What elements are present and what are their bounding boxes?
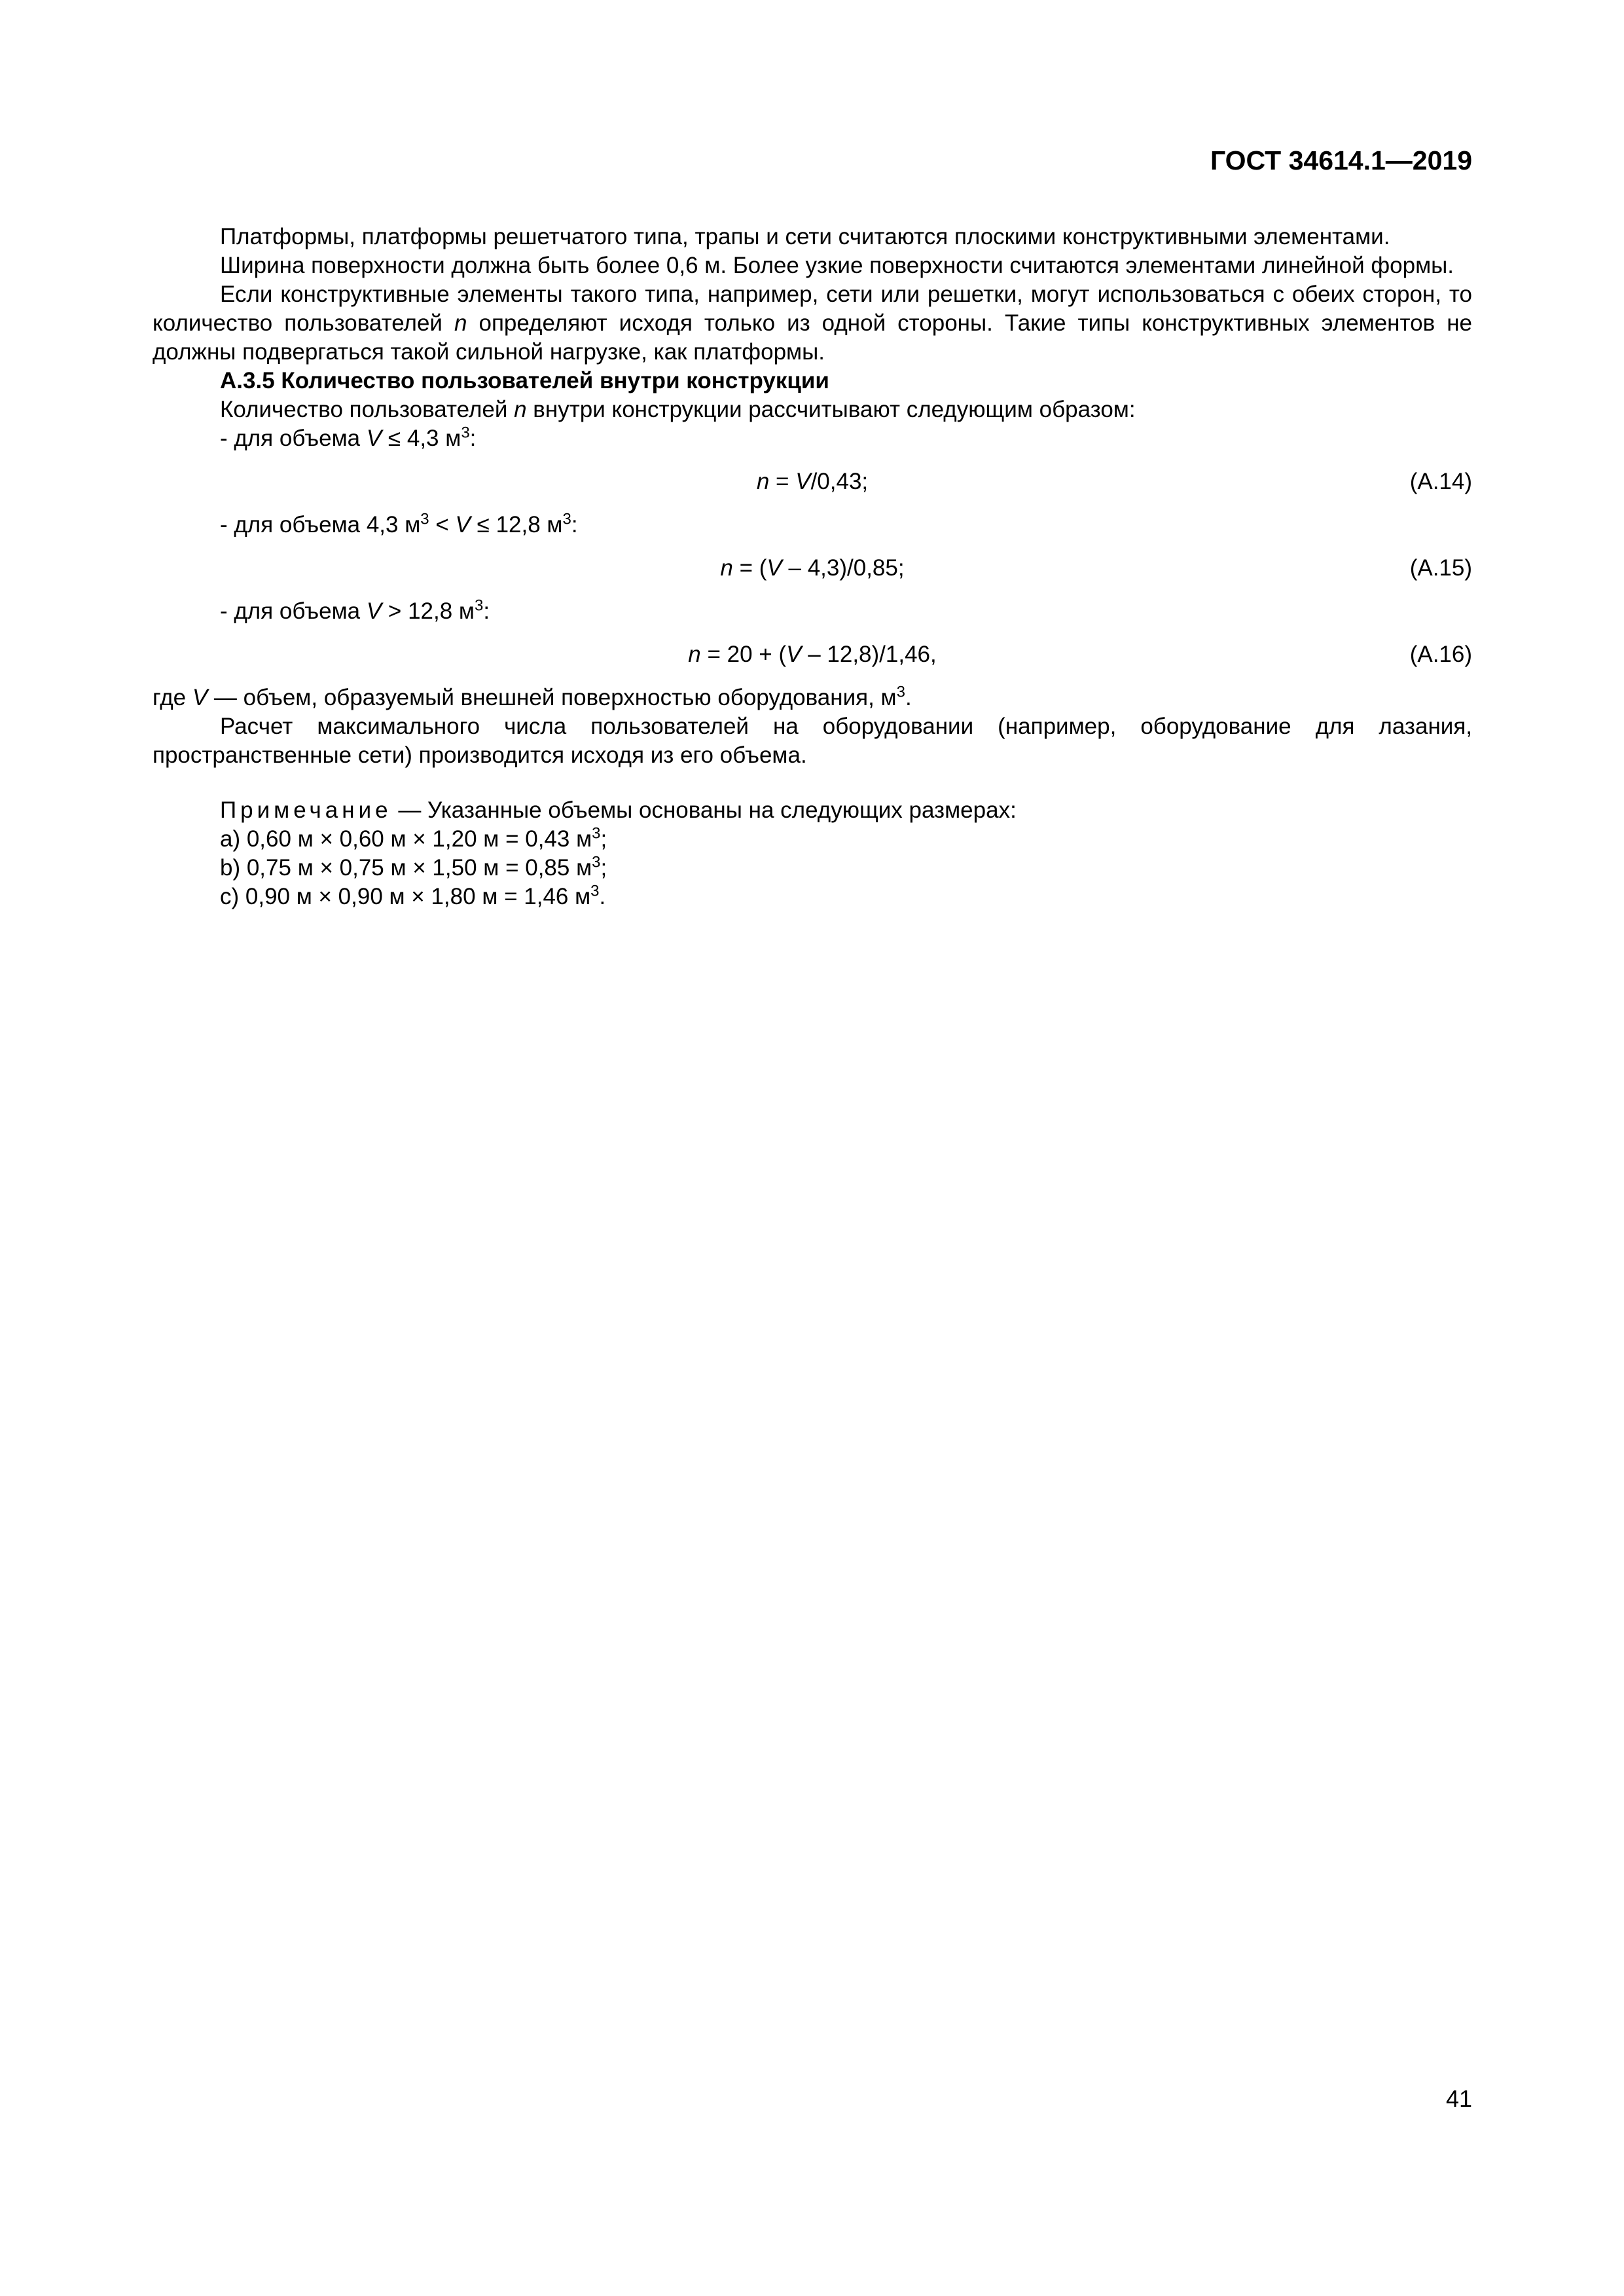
note-block bbox=[153, 796, 1472, 911]
note-item-a: a) 0,60 м × 0,60 м × 1,20 м = 0,43 $м^3$; bbox=[220, 824, 607, 852]
document-header: ГОСТ 34614.1—2019 bbox=[1210, 145, 1472, 175]
paragraph-platforms: Платформы, платформы решетчатого типа, трапы и сети считаются плоскими конструктивными элементами. bbox=[220, 224, 1390, 249]
note-heading: Примечание — Указанные объемы основаны на следующих размерах: bbox=[220, 797, 1017, 823]
equation-a15 bbox=[153, 554, 1472, 583]
paragraph-intro: Количество пользователей n внутри конструкции рассчитывают следующим образом: bbox=[220, 397, 1136, 422]
note-item-c: c) 0,90 м × 0,90 м × 1,80 м = 1,46 $м^3$. bbox=[220, 882, 606, 909]
section-heading: А.3.5 Количество пользователей внутри конструкции bbox=[220, 368, 829, 393]
paragraph-both-sides: Если конструктивные элементы такого типа, например, сети или решетки, могут использоваться с обеих сторон, то количество пользователей n определяют исходя только из одной стороны. Такие типы конструктивных элементов не должны подвергаться такой сильной нагрузке, как платформы. bbox=[153, 282, 1473, 365]
case-2-label: - для объема 4,3 $м^3 < V \le 12,8$ $м^3$: bbox=[220, 510, 578, 538]
equation-a15-formula: n = (V – 4,3)/0,85; bbox=[720, 555, 905, 581]
body-text bbox=[153, 223, 1472, 911]
paragraph-surface-width: Ширина поверхности должна быть более 0,6 м. Более узкие поверхности считаются элементами линейной формы. bbox=[220, 253, 1454, 278]
equation-a14-formula: n = V/0,43; bbox=[756, 469, 869, 494]
equation-a14 bbox=[153, 467, 1472, 496]
equation-a16-number: (А.16) bbox=[1409, 642, 1472, 667]
paragraph-max-users: Расчет максимального числа пользователей на оборудовании (например, оборудование для лазания, пространственные сети) производится исходя из его объема. bbox=[153, 714, 1472, 768]
equation-a16-formula: n = 20 + (V – 12,8)/1,46, bbox=[688, 642, 937, 667]
equation-a15-number: (А.15) bbox=[1409, 555, 1472, 581]
case-1-label: - для объема V ≤ 4,3 $м^3$: bbox=[220, 424, 477, 451]
equation-a16 bbox=[153, 640, 1472, 669]
case-3-label: - для объема V > 12,8 $м^3$: bbox=[220, 596, 490, 624]
page-number: 41 bbox=[1445, 2085, 1472, 2112]
equation-a14-number: (А.14) bbox=[1409, 469, 1472, 494]
note-item-b: b) 0,75 м × 0,75 м × 1,50 м = 0,85 $м^3$; bbox=[220, 853, 607, 881]
paragraph-where: где V — объем, образуемый внешней поверхностью оборудования, $м^3$. bbox=[153, 683, 912, 710]
